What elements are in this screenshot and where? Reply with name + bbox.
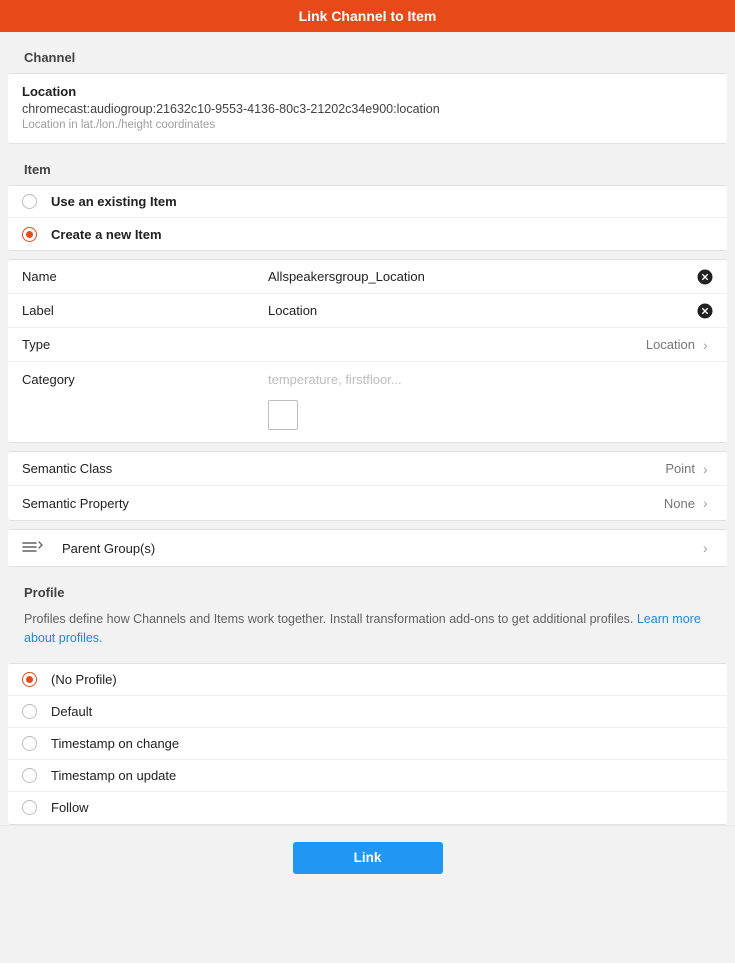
radio-icon-profile-none (22, 672, 37, 687)
field-name-label: Name (22, 269, 57, 284)
field-type-value: Location (645, 337, 695, 352)
radio-profile-default[interactable] (8, 696, 727, 728)
radio-icon-profile-follow (22, 800, 37, 815)
radio-icon-create-new (22, 227, 37, 242)
chevron-right-icon: › (703, 495, 708, 511)
channel-card (8, 73, 727, 144)
radio-label-profile-follow: Follow (51, 800, 89, 816)
field-semantic-property-value: None (663, 495, 695, 511)
field-semantic-class-row[interactable] (8, 452, 727, 486)
radio-icon-profile-timestamp-change (22, 736, 37, 751)
dialog-content (0, 32, 735, 963)
radio-label-create-new: Create a new Item (51, 226, 162, 242)
item-mode-card (8, 185, 727, 251)
field-category-row[interactable] (8, 362, 727, 442)
field-semantic-class-label: Semantic Class (22, 461, 113, 476)
field-name-row[interactable] (8, 260, 727, 294)
radio-icon-profile-default (22, 704, 37, 719)
parent-groups-label: Parent Group(s) (62, 540, 156, 556)
field-semantic-class-value: Point (665, 461, 695, 476)
dialog-footer (0, 825, 735, 896)
channel-uid: chromecast:audiogroup:21632c10-9553-4136-80c3-21202c34e900:location (22, 102, 440, 116)
field-label-row[interactable] (8, 294, 727, 328)
chevron-right-icon: › (703, 540, 708, 556)
radio-label-profile-none: (No Profile) (51, 671, 117, 687)
profile-description (0, 608, 735, 663)
chevron-right-icon: › (703, 460, 708, 477)
channel-section-label: Channel (24, 50, 76, 65)
channel-description: Location in lat./lon./height coordinates (22, 119, 216, 131)
profile-section-label: Profile (24, 585, 65, 600)
field-semantic-property-label: Semantic Property (22, 495, 129, 511)
category-icon-preview[interactable] (268, 400, 298, 430)
chevron-right-icon: › (703, 336, 708, 353)
parent-groups-row[interactable] (8, 530, 727, 566)
radio-profile-none[interactable] (8, 664, 727, 696)
radio-profile-timestamp-update[interactable] (8, 760, 727, 792)
group-list-icon (22, 540, 44, 557)
field-label-input[interactable]: Location (268, 303, 318, 318)
radio-profile-follow[interactable] (8, 792, 727, 824)
link-button[interactable]: Link (293, 842, 443, 874)
radio-label-profile-default: Default (51, 703, 93, 719)
field-label-label: Label (22, 303, 54, 318)
channel-info (8, 74, 727, 143)
radio-label-use-existing: Use an existing Item (51, 194, 177, 209)
radio-icon-profile-timestamp-update (22, 768, 37, 783)
field-category-label: Category (22, 371, 75, 387)
profile-description-text: Profiles define how Channels and Items work together. Install transformation add-ons to get additional profiles. (24, 612, 634, 626)
semantics-card (8, 451, 727, 521)
dialog-titlebar: Link Channel to Item (0, 0, 735, 32)
field-name-input[interactable]: Allspeakersgroup_Location (268, 269, 425, 284)
field-type-label: Type (22, 337, 51, 352)
clear-icon[interactable] (697, 303, 713, 319)
field-category-input[interactable]: temperature, firstfloor... (268, 371, 402, 387)
radio-profile-timestamp-change[interactable] (8, 728, 727, 760)
profile-options-card (8, 663, 727, 825)
radio-use-existing-item[interactable] (8, 186, 727, 218)
radio-label-profile-timestamp-update: Timestamp on update (51, 767, 177, 783)
field-semantic-property-row[interactable] (8, 486, 727, 520)
clear-icon[interactable] (697, 269, 713, 285)
parent-groups-card (8, 529, 727, 567)
radio-create-new-item[interactable] (8, 218, 727, 250)
profiles-learn-more-link[interactable]: Learn more about profiles. (24, 612, 701, 646)
item-form-card (8, 259, 727, 443)
radio-label-profile-timestamp-change: Timestamp on change (51, 735, 180, 751)
radio-icon-use-existing (22, 194, 37, 209)
channel-name: Location (22, 84, 77, 99)
item-section-label: Item (24, 162, 51, 177)
field-type-row[interactable] (8, 328, 727, 362)
